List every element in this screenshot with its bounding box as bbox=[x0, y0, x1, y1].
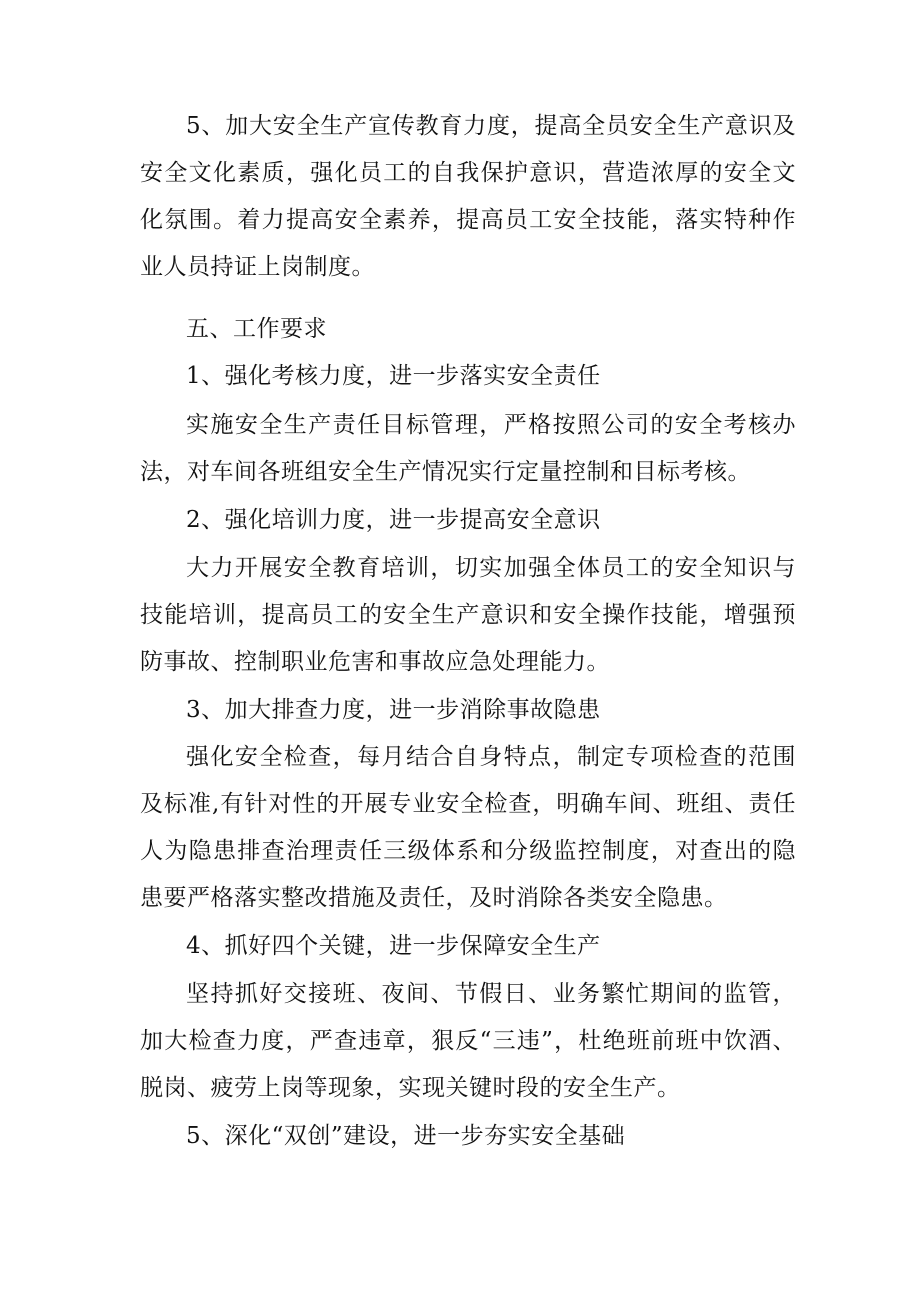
paragraph-publicity-education: 5、加大安全生产宣传教育力度，提高全员安全生产意识及安全文化素质，强化员工的自我保护意识，营造浓厚的安全文化氛围。着力提高安全素养，提高员工安全技能，落实特种作业人员持证上岗制度。 bbox=[140, 113, 796, 280]
subheading-training: 2、强化培训力度，进一步提高安全意识 bbox=[186, 507, 601, 533]
paragraph-four-keys: 坚持抓好交接班、夜间、节假日、业务繁忙期间的监管，加大检查力度，严查违章，狠反“三违”，杜绝班前班中饮酒、脱岗、疲劳上岗等现象，实现关键时段的安全生产。 bbox=[140, 981, 796, 1101]
paragraph-training: 大力开展安全教育培训，切实加强全体员工的安全知识与技能培训，提高员工的安全生产意识和安全操作技能，增强预防事故、控制职业危害和事故应急处理能力。 bbox=[140, 555, 796, 675]
subheading-four-keys: 4、抓好四个关键，进一步保障安全生产 bbox=[186, 933, 601, 959]
paragraph-inspection: 强化安全检查，每月结合自身特点，制定专项检查的范围及标准,有针对性的开展专业安全检查，明确车间、班组、责任人为隐患排查治理责任三级体系和分级监控制度，对查出的隐患要严格落实整改措施及责任，及时消除各类安全隐患。 bbox=[140, 744, 796, 911]
paragraph-assessment: 实施安全生产责任目标管理，严格按照公司的安全考核办法，对车间各班组安全生产情况实行定量控制和目标考核。 bbox=[140, 412, 796, 485]
subheading-assessment: 1、强化考核力度，进一步落实安全责任 bbox=[186, 363, 601, 389]
section-heading-work-requirements: 五、工作要求 bbox=[186, 316, 327, 342]
subheading-inspection: 3、加大排查力度，进一步消除事故隐患 bbox=[186, 697, 601, 723]
subheading-double-creation: 5、深化“双创”建设，进一步夯实安全基础 bbox=[186, 1123, 626, 1149]
